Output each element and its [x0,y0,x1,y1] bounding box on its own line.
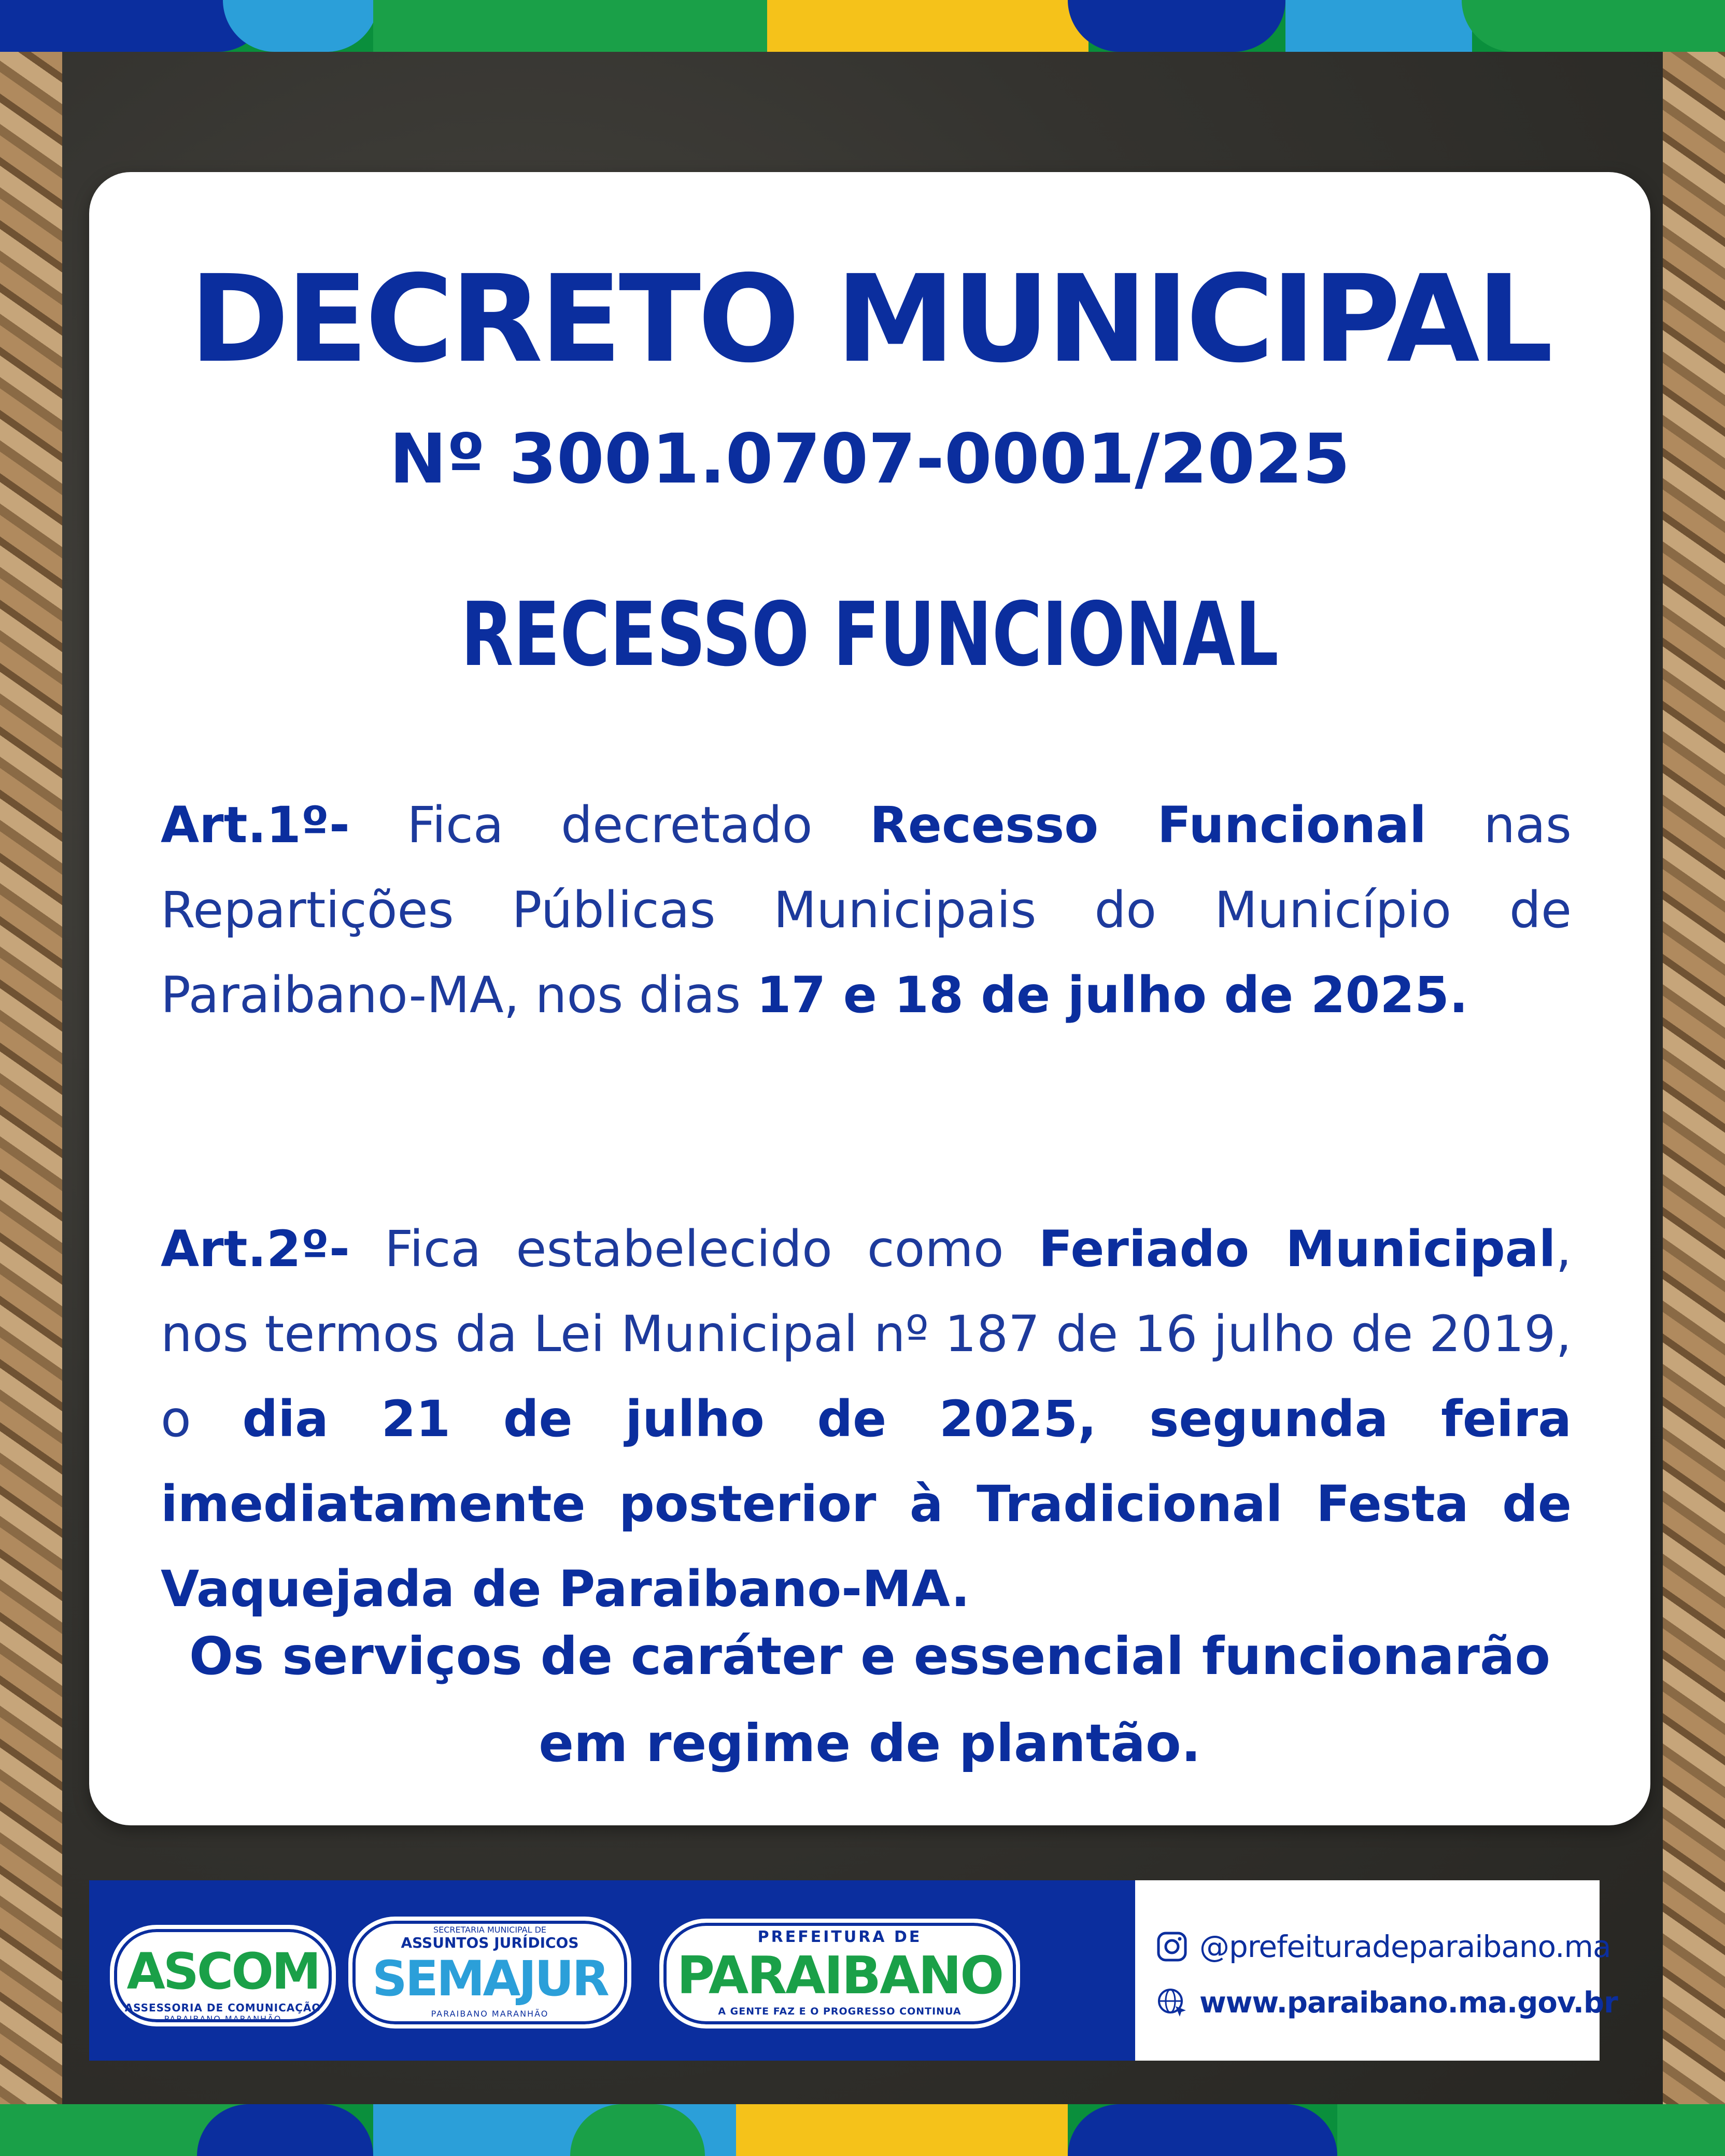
prefeitura-logo-tag: A GENTE FAZ E O PROGRESSO CONTINUA [718,2006,962,2017]
article-2-bold-1: Feriado Municipal [1038,1220,1556,1278]
top-color-strip [0,0,1725,52]
semajur-logo-sub: PARAIBANO MARANHÃO [431,2009,549,2019]
footer-contact-panel [1135,1880,1600,2061]
instagram-handle[interactable]: @prefeituradeparaibano.ma [1199,1929,1611,1964]
article-1-bold-2: 17 e 18 de julho de 2025. [756,966,1468,1024]
website-row [1156,1982,1618,2023]
prefeitura-paraibano-logo [659,1919,1020,2029]
semajur-logo-top: SECRETARIA MUNICIPAL DE [433,1925,547,1935]
ascom-logo-word: ASCOM [126,1942,319,2001]
article-1-text-2: nas Repartições Públicas Municipais do Município de Paraibano-MA, nos dias [161,796,1572,1024]
article-1-bold-1: Recesso Funcional [869,796,1426,854]
article-2-label: Art.2º- [161,1220,350,1278]
footer-bar [89,1880,1618,2061]
prefeitura-logo-word: PARAIBANO [676,1945,1003,2006]
decree-title: DECRETO MUNICIPAL [189,249,1550,389]
article-1-label: Art.1º- [161,796,350,854]
closing-line-2: em regime de plantão. [539,1713,1201,1774]
ascom-logo-sub: PARAIBANO MARANHÃO [164,2014,282,2024]
decree-card [89,172,1650,1825]
prefeitura-logo-head: PREFEITURA DE [757,1928,922,1946]
decree-subtitle: RECESSO FUNCIONAL [461,584,1279,686]
instagram-row [1156,1926,1611,1967]
article-2-bold-2: dia 21 de julho de 2025, segunda feira imediatamente posterior à Tradicional Festa de Vaquejada de Paraibano-MA. [161,1390,1572,1618]
bottom-color-strip [0,2104,1725,2156]
semajur-logo-head: ASSUNTOS JURÍDICOS [401,1934,579,1951]
article-2-text-2: , nos termos da Lei Municipal nº 187 de 16 julho de 2019, o [161,1220,1572,1448]
semajur-logo [348,1917,631,2029]
rope-left-decoration [0,0,62,2156]
instagram-icon [1156,1931,1188,1963]
rope-right-decoration [1663,0,1725,2156]
website-link[interactable]: www.paraibano.ma.gov.br [1199,1985,1618,2020]
closing-note [89,1613,1650,1787]
globe-cursor-icon [1156,1987,1188,2019]
article-2 [161,1207,1572,1632]
ascom-logo-tag: ASSESSORIA DE COMUNICAÇÃO [124,2002,321,2014]
decree-number: Nº 3001.0707-0001/2025 [389,419,1350,499]
article-1 [161,783,1572,1038]
semajur-logo-word: SEMAJUR [372,1951,607,2007]
article-2-text-1: Fica estabelecido como [349,1220,1039,1278]
ascom-logo [110,1925,336,2026]
article-1-text-1: Fica decretado [349,796,870,854]
closing-line-1: Os serviços de caráter e essencial funcionarão [189,1626,1551,1686]
